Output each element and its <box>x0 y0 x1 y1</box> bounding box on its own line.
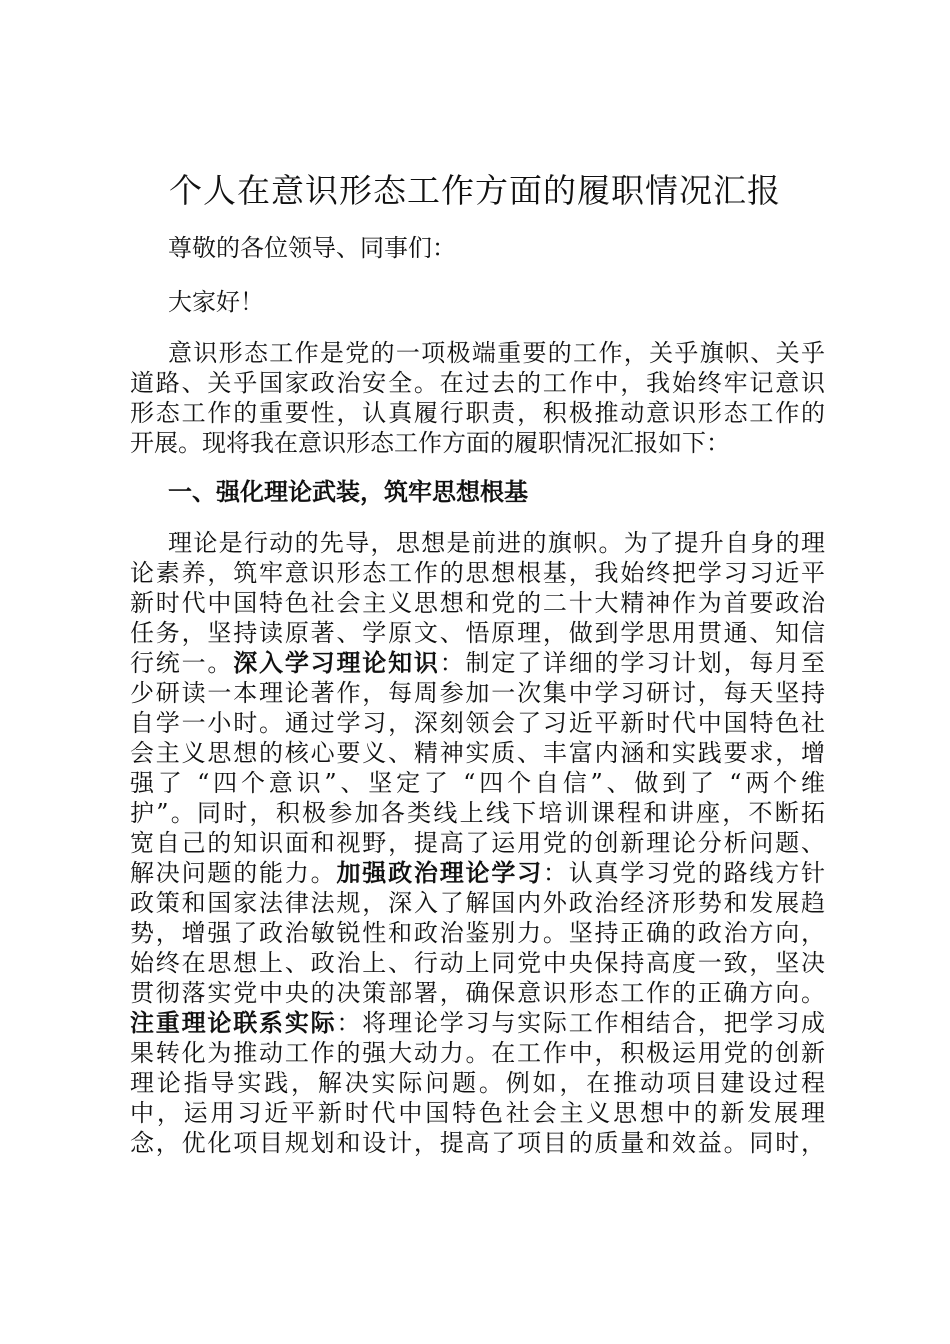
body-line: 中，运用习近平新时代中国特色社会主义思想中的新发展理 <box>130 1099 825 1127</box>
body-line <box>130 858 825 888</box>
body-line: 势，增强了政治敏锐性和政治鉴别力。坚持正确的政治方向， <box>130 919 825 947</box>
body-line: 强了 “四个意识”、坚定了 “四个自信”、做到了 “两个维 <box>130 769 825 797</box>
intro-line: 道路、关乎国家政治安全。在过去的工作中，我始终牢记意识 <box>130 369 825 397</box>
body-line: 始终在思想上、政治上、行动上同党中央保持高度一致，坚决 <box>130 949 825 977</box>
body-line: 少研读一本理论著作，每周参加一次集中学习研讨，每天坚持 <box>130 679 825 707</box>
body-line <box>130 1008 825 1038</box>
body-text: ：将理论学习与实际工作相结合，把学习成 <box>336 1009 826 1037</box>
body-line: 政策和国家法律法规，深入了解国内外政治经济形势和发展趋 <box>130 889 825 917</box>
body-text: ：认真学习党的路线方针 <box>542 859 826 887</box>
body-text: 行统一。 <box>130 649 234 677</box>
body-line: 护”。同时，积极参加各类线上线下培训课程和讲座，不断拓 <box>130 799 825 827</box>
body-line: 理论指导实践，解决实际问题。例如，在推动项目建设过程 <box>130 1069 825 1097</box>
bold-subheading: 加强政治理论学习 <box>336 858 543 887</box>
body-line: 念，优化项目规划和设计，提高了项目的质量和效益。同时， <box>130 1129 825 1157</box>
body-line: 宽自己的知识面和视野，提高了运用党的创新理论分析问题、 <box>130 829 825 857</box>
greeting: 大家好！ <box>168 288 264 316</box>
body-text: 解决问题的能力。 <box>130 859 337 887</box>
intro-line: 开展。现将我在意识形态工作方面的履职情况汇报如下： <box>130 429 730 457</box>
intro-line: 形态工作的重要性，认真履行职责，积极推动意识形态工作的 <box>130 399 825 427</box>
salutation: 尊敬的各位领导、同事们： <box>168 234 456 262</box>
body-line: 新时代中国特色社会主义思想和党的二十大精神作为首要政治 <box>130 589 825 617</box>
bold-subheading: 深入学习理论知识 <box>233 648 440 677</box>
body-line: 贯彻落实党中央的决策部署，确保意识形态工作的正确方向。 <box>130 979 825 1007</box>
body-line: 会主义思想的核心要义、精神实质、丰富内涵和实践要求，增 <box>130 739 825 767</box>
body-line: 论素养，筑牢意识形态工作的思想根基，我始终把学习习近平 <box>130 559 825 587</box>
body-text: ：制定了详细的学习计划，每月至 <box>439 649 826 677</box>
body-line: 自学一小时。通过学习，深刻领会了习近平新时代中国特色社 <box>130 709 825 737</box>
intro-line: 意识形态工作是党的一项极端重要的工作，关乎旗帜、关乎 <box>168 339 825 367</box>
section-heading: 一、强化理论武装，筑牢思想根基 <box>168 477 528 506</box>
body-line: 果转化为推动工作的强大动力。在工作中，积极运用党的创新 <box>130 1039 825 1067</box>
body-line: 理论是行动的先导，思想是前进的旗帜。为了提升自身的理 <box>168 529 825 557</box>
body-line: 任务，坚持读原著、学原文、悟原理，做到学思用贯通、知信 <box>130 619 825 647</box>
document-title: 个人在意识形态工作方面的履职情况汇报 <box>169 171 781 210</box>
bold-subheading: 注重理论联系实际 <box>130 1008 337 1037</box>
body-line <box>130 648 825 678</box>
